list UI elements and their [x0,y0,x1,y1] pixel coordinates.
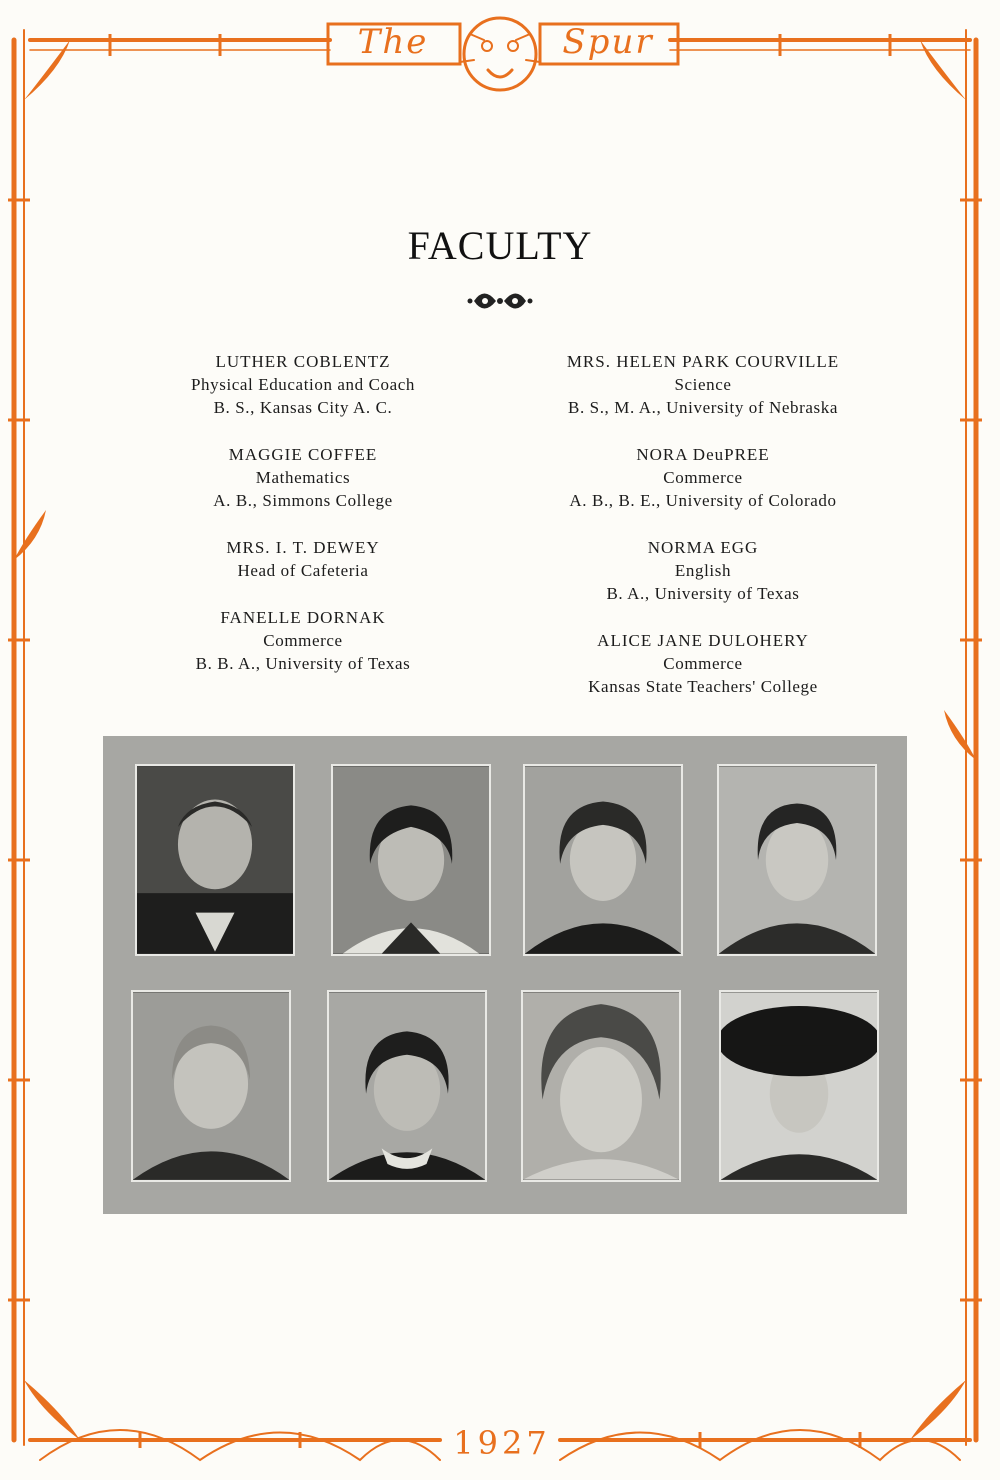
faculty-name: MAGGIE COFFEE [228,445,378,464]
faculty-subject: English [674,561,732,580]
faculty-name: ALICE JANE DULOHERY [597,631,809,650]
faculty-name: MRS. I. T. DEWEY [226,538,380,557]
portrait-photo [135,764,295,956]
faculty-name: FANELLE DORNAK [220,608,386,627]
faculty-entry [113,606,493,675]
footer-year: 1927 [453,1424,551,1462]
faculty-degree: B. S., M. A., University of Nebraska [568,398,838,417]
fleuron-icon [466,284,534,318]
faculty-subject: Head of Cafeteria [237,561,369,580]
portrait-photo [523,764,683,956]
faculty-entry [513,629,893,698]
page-title: FACULTY [407,223,593,268]
faculty-subject: Physical Education and Coach [190,375,416,394]
faculty-degree: A. B., B. E., University of Colorado [569,491,837,510]
faculty-entry [113,536,493,582]
faculty-photo-panel [103,736,907,1214]
faculty-name: MRS. HELEN PARK COURVILLE [566,352,840,371]
faculty-entry [113,350,493,419]
portrait-photo [131,990,291,1182]
faculty-entry [513,536,893,605]
portrait-photo [521,990,681,1182]
banner-title-left: The [357,22,429,62]
portrait-photo [331,764,491,956]
faculty-subject: Commerce [263,631,343,650]
faculty-entry [513,443,893,512]
faculty-name: NORMA EGG [647,538,759,557]
banner-title-right: Spur [562,22,654,62]
faculty-column-left [113,350,493,699]
faculty-subject: Mathematics [255,468,351,487]
faculty-degree: A. B., Simmons College [213,491,393,510]
faculty-name: LUTHER COBLENTZ [215,352,391,371]
faculty-degree: Kansas State Teachers' College [588,677,818,696]
portrait-photo [327,990,487,1182]
faculty-column-right [513,350,893,722]
faculty-subject: Science [674,375,732,394]
faculty-entry [113,443,493,512]
faculty-entry [513,350,893,419]
faculty-subject: Commerce [663,468,743,487]
faculty-degree: B. S., Kansas City A. C. [213,398,393,417]
faculty-name: NORA DeuPREE [636,445,770,464]
faculty-degree: B. A., University of Texas [606,584,800,603]
faculty-subject: Commerce [663,654,743,673]
faculty-degree: B. B. A., University of Texas [195,654,411,673]
portrait-photo [719,990,879,1182]
portrait-photo [717,764,877,956]
